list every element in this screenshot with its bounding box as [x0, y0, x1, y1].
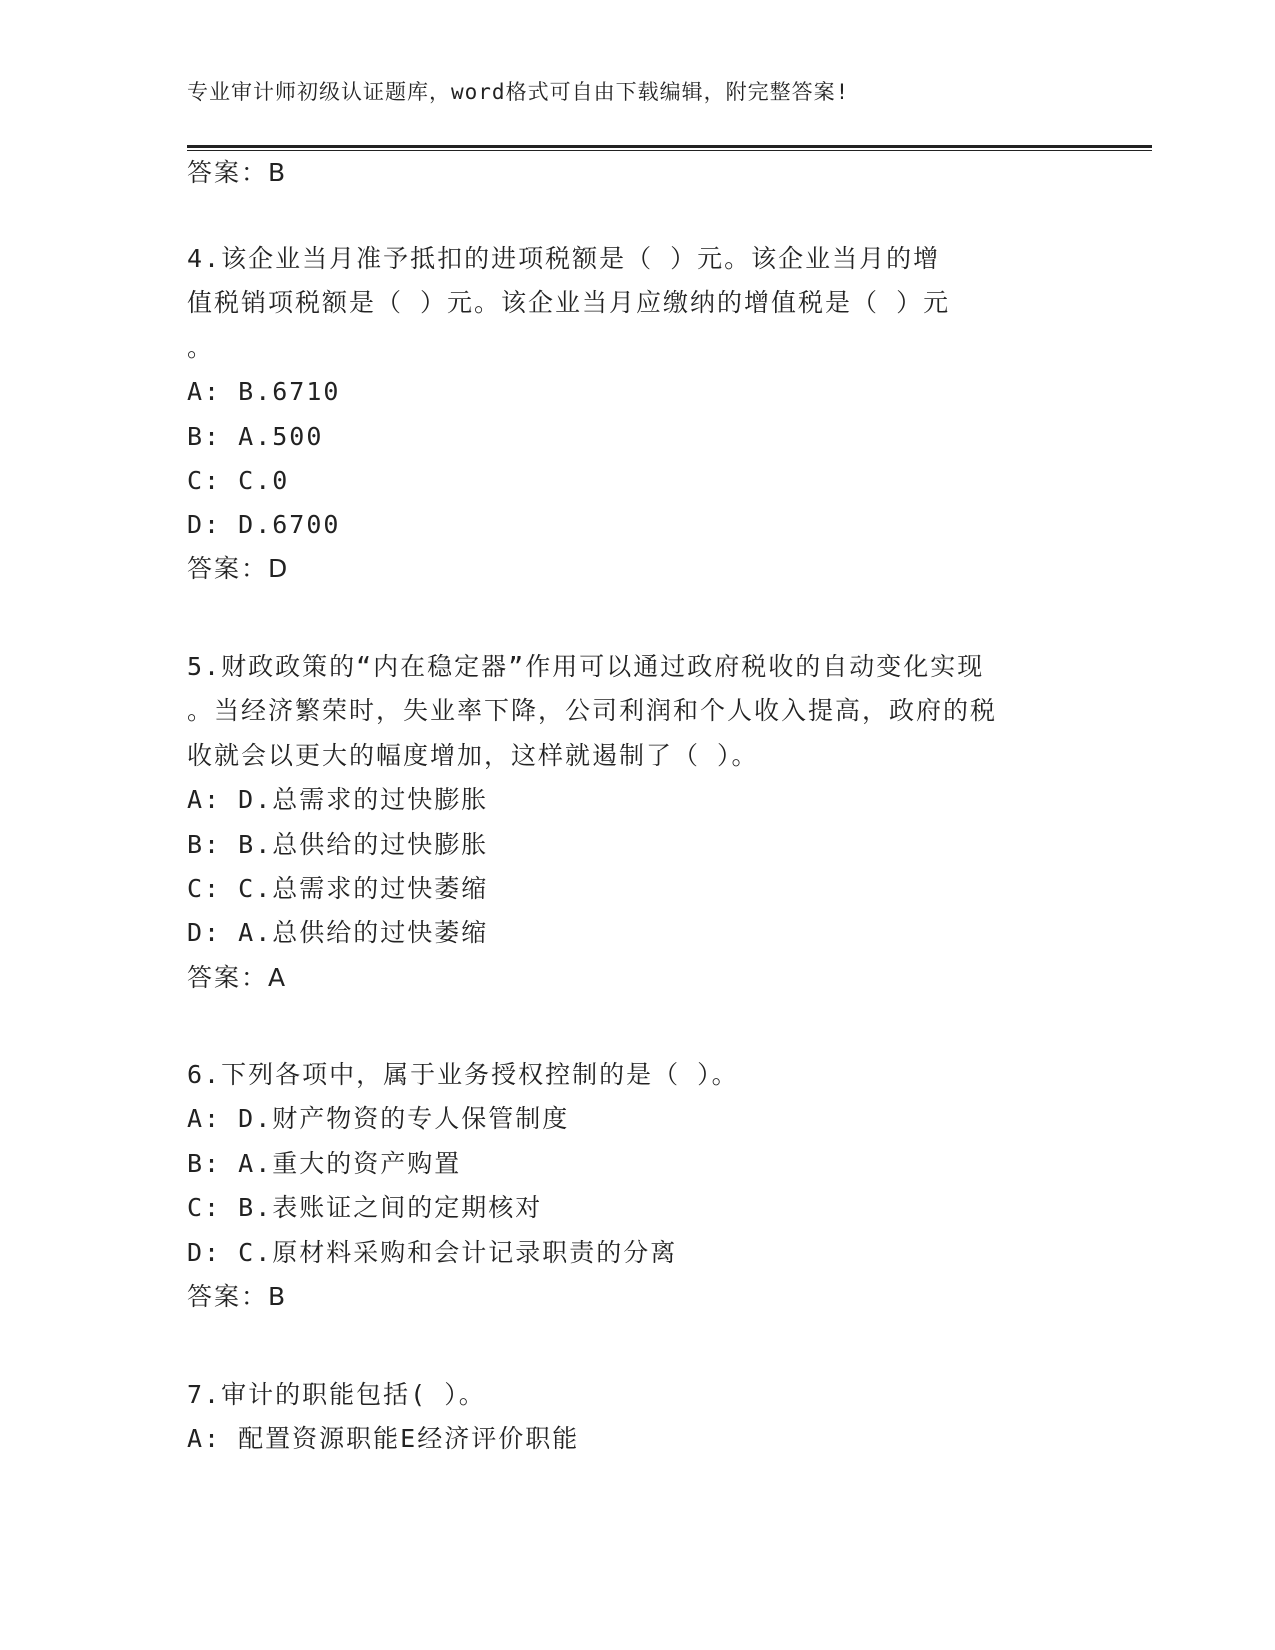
question-5-option-b: B: B.总供给的过快膨胀: [187, 830, 489, 859]
header-rule: [187, 145, 1152, 148]
question-4-option-b: B: A.500: [187, 422, 324, 451]
answer-q3: 答案：B: [187, 158, 288, 187]
question-6-option-b: B: A.重大的资产购置: [187, 1149, 462, 1178]
question-6-line-1: 6.下列各项中，属于业务授权控制的是（ ）。: [187, 1060, 739, 1089]
question-6-option-a: A: D.财产物资的专人保管制度: [187, 1104, 570, 1133]
question-5-line-3: 收就会以更大的幅度增加，这样就遏制了（ ）。: [187, 741, 759, 770]
question-5-option-d: D: A.总供给的过快萎缩: [187, 918, 489, 947]
question-7-line-1: 7.审计的职能包括( ）。: [187, 1380, 486, 1409]
answer-q4: 答案：D: [187, 554, 290, 583]
question-4-line-2: 值税销项税额是（ ）元。该企业当月应缴纳的增值税是（ ）元: [187, 288, 951, 317]
question-5-option-c: C: C.总需求的过快萎缩: [187, 874, 489, 903]
question-4-line-1: 4.该企业当月准予抵扣的进项税额是（ ）元。该企业当月的增: [187, 244, 941, 273]
question-4-option-a: A: B.6710: [187, 377, 341, 406]
question-4-line-3: 。: [187, 333, 215, 362]
answer-q5: 答案：A: [187, 963, 288, 992]
question-5-line-2: 。当经济繁荣时，失业率下降，公司利润和个人收入提高，政府的税: [187, 696, 998, 725]
question-6-option-d: D: C.原材料采购和会计记录职责的分离: [187, 1238, 678, 1267]
question-4-option-d: D: D.6700: [187, 510, 341, 539]
question-6-option-c: C: B.表账证之间的定期核对: [187, 1193, 543, 1222]
header-rule-thin: [187, 150, 1152, 151]
answer-q6: 答案：B: [187, 1282, 288, 1311]
page-header: 专业审计师初级认证题库，word格式可自由下载编辑，附完整答案!: [187, 80, 850, 104]
question-5-option-a: A: D.总需求的过快膨胀: [187, 785, 489, 814]
question-7-option-a: A: 配置资源职能E经济评价职能: [187, 1424, 580, 1453]
question-4-option-c: C: C.0: [187, 466, 290, 495]
question-5-line-1: 5.财政政策的“内在稳定器”作用可以通过政府税收的自动变化实现: [187, 652, 985, 681]
